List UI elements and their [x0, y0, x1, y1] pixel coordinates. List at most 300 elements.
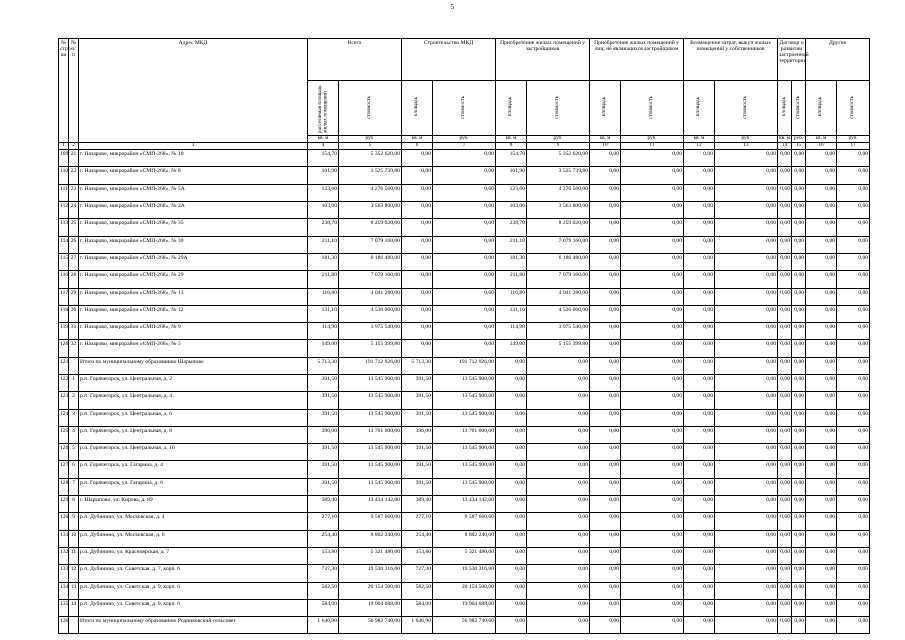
row-value: 0,00	[590, 219, 621, 236]
row-address: г. Назарово, микрорайон «СМП-268», № 35	[79, 219, 308, 236]
row-index: 127	[59, 461, 69, 478]
row-value: 0,00	[402, 184, 433, 201]
row-value: 0,00	[590, 565, 621, 582]
row-value: 0,00	[778, 236, 792, 253]
row-value: 0,00	[792, 426, 806, 443]
row-value: 0,00	[778, 461, 792, 478]
row-index: 128	[59, 478, 69, 495]
row-value: 0,00	[792, 184, 806, 201]
row-value: 0,00	[496, 617, 527, 634]
table-row	[59, 461, 870, 478]
row-value: 0,00	[715, 184, 778, 201]
row-index: 126	[59, 444, 69, 461]
row-value: 0,00	[402, 323, 433, 340]
header-subcolumn	[778, 81, 792, 136]
header-subcolumn-label: стоимость	[794, 95, 801, 119]
row-index: 132	[59, 547, 69, 564]
row-value: 211,80	[496, 271, 527, 288]
row-value: 0,00	[806, 288, 837, 305]
row-value: 0,00	[496, 547, 527, 564]
header-unit: руб.	[433, 136, 496, 143]
row-value: 0,00	[621, 340, 684, 357]
row-value: 0,00	[806, 305, 837, 322]
row-value: 0,00	[402, 271, 433, 288]
row-sub-index: 5	[69, 444, 79, 461]
row-value: 0,00	[715, 236, 778, 253]
row-value: 0,00	[837, 288, 870, 305]
header-unit: кв. м	[806, 136, 837, 143]
row-value: 0,00	[621, 323, 684, 340]
header-subcolumn	[496, 81, 527, 136]
table-row	[59, 271, 870, 288]
row-value: 0,00	[621, 496, 684, 513]
row-address: р.п. Горячегорск, ул. Гагарина, д. 4	[79, 461, 308, 478]
row-address: р.п. Горячегорск, ул. Центральная, д. 2	[79, 375, 308, 392]
row-value: 0,00	[715, 340, 778, 357]
row-value: 0,00	[778, 219, 792, 236]
row-value: 0,00	[527, 565, 590, 582]
header-subcolumn	[402, 81, 433, 136]
resettlement-table	[58, 38, 870, 634]
header-subcolumn	[339, 81, 402, 136]
header-group: Всего	[308, 39, 402, 81]
row-value: 181,30	[308, 253, 339, 270]
row-value: 0,00	[837, 530, 870, 547]
header-subcolumn	[308, 81, 339, 136]
row-value: 0,00	[837, 219, 870, 236]
row-value: 6 186 480,00	[339, 253, 402, 270]
row-value: 391,50	[308, 444, 339, 461]
row-value: 238,70	[496, 219, 527, 236]
row-value: 0,00	[402, 150, 433, 167]
row-sub-index: 21	[69, 150, 79, 167]
row-value: 0,00	[590, 530, 621, 547]
row-value: 0,00	[778, 426, 792, 443]
row-value: 0,00	[621, 461, 684, 478]
row-value: 13 434 142,00	[339, 496, 402, 513]
row-sub-index: 8	[69, 496, 79, 513]
row-address: г. Назарово, микрорайон «СМП-268», № 13	[79, 288, 308, 305]
row-value: 7 079 160,00	[527, 271, 590, 288]
row-value: 0,00	[792, 202, 806, 219]
table-row	[59, 305, 870, 322]
row-value: 0,00	[621, 513, 684, 530]
row-value: 584,00	[402, 599, 433, 616]
row-value: 0,00	[778, 599, 792, 616]
row-index: 112	[59, 202, 69, 219]
row-value: 5 713,30	[308, 357, 339, 374]
row-address: г. Назарово, микрорайон «СМП-268», № 8	[79, 167, 308, 184]
row-sub-index: 22	[69, 167, 79, 184]
row-value: 211,10	[308, 236, 339, 253]
row-value: 0,00	[806, 461, 837, 478]
row-value: 0,00	[684, 288, 715, 305]
table-row	[59, 253, 870, 270]
row-value: 0,00	[806, 426, 837, 443]
row-value: 0,00	[684, 530, 715, 547]
header-unit: руб.	[837, 136, 870, 143]
header-column-number: 8	[496, 143, 527, 150]
row-address: р.п. Горячегорск, ул. Гагарина, д. 6	[79, 478, 308, 495]
header-unit: кв. м	[496, 136, 527, 143]
row-value: 0,00	[837, 184, 870, 201]
row-index: 136	[59, 617, 69, 634]
row-value: 0,00	[806, 167, 837, 184]
row-value: 0,00	[684, 150, 715, 167]
header-column-number: 13	[715, 143, 778, 150]
row-value: 0,00	[792, 236, 806, 253]
row-value: 0,00	[792, 253, 806, 270]
row-value: 727,30	[308, 565, 339, 582]
header-unit: руб.	[715, 136, 778, 143]
row-value: 4 041 280,00	[339, 288, 402, 305]
header-column-number: 11	[621, 143, 684, 150]
row-value: 0,00	[684, 409, 715, 426]
row-value: 0,00	[590, 288, 621, 305]
row-value: 0,00	[684, 305, 715, 322]
header-subcolumn-label: стоимость	[554, 95, 561, 119]
row-value: 0,00	[792, 219, 806, 236]
row-address: Итого по муниципальному образованию Шарыпово	[79, 357, 308, 374]
row-index: 118	[59, 305, 69, 322]
row-value: 114,90	[496, 323, 527, 340]
table-row	[59, 530, 870, 547]
table-row	[59, 184, 870, 201]
row-value: 0,00	[590, 323, 621, 340]
row-value: 0,00	[837, 565, 870, 582]
row-value: 0,00	[621, 547, 684, 564]
row-value: 0,00	[778, 150, 792, 167]
row-value: 0,00	[684, 202, 715, 219]
row-value: 0,00	[402, 236, 433, 253]
row-value: 0,00	[715, 530, 778, 547]
row-address: р.п. Дубинино, ул. Красноярская, д. 7	[79, 547, 308, 564]
row-value: 13 545 900,00	[339, 392, 402, 409]
row-sub-index: 24	[69, 202, 79, 219]
row-value: 0,00	[684, 219, 715, 236]
table-row	[59, 565, 870, 582]
row-value: 0,00	[715, 426, 778, 443]
row-value: 7 079 160,00	[339, 271, 402, 288]
header-unit: кв. м	[684, 136, 715, 143]
header-column-number: 14	[778, 143, 792, 150]
row-index: 109	[59, 150, 69, 167]
row-address: г. Назарово, микрорайон «СМП-268», № 12	[79, 305, 308, 322]
row-value: 0,00	[806, 184, 837, 201]
row-value: 0,00	[806, 375, 837, 392]
header-subcolumn	[621, 81, 684, 136]
header-subcolumn-label: стоимость	[849, 95, 856, 119]
row-address: г. Назарово, микрорайон «СМП-268», № 29	[79, 271, 308, 288]
header-column-number: 16	[806, 143, 837, 150]
row-value: 0,00	[715, 478, 778, 495]
header-column-number: 17	[837, 143, 870, 150]
row-value: 0,00	[715, 375, 778, 392]
row-value: 0,00	[621, 253, 684, 270]
row-value: 3 525 739,80	[527, 167, 590, 184]
row-value: 0,00	[837, 547, 870, 564]
row-value: 0,00	[806, 236, 837, 253]
row-value: 0,00	[837, 340, 870, 357]
row-sub-index: 3	[69, 409, 79, 426]
table-row	[59, 582, 870, 599]
header-row-index: № стро-ки	[59, 39, 69, 143]
row-sub-index	[69, 617, 79, 634]
row-value: 0,00	[792, 271, 806, 288]
row-value: 0,00	[684, 357, 715, 374]
page-number: 5	[450, 3, 455, 11]
row-value: 0,00	[778, 392, 792, 409]
row-value: 8 259 020,00	[339, 219, 402, 236]
row-value: 0,00	[792, 582, 806, 599]
row-value: 0,00	[837, 253, 870, 270]
row-value: 0,00	[527, 496, 590, 513]
row-value: 191 712 026,00	[433, 357, 496, 374]
header-column-number: 12	[684, 143, 715, 150]
row-value: 191 712 026,00	[339, 357, 402, 374]
row-address: г. Назарово, микрорайон «СМП-268», № 10	[79, 150, 308, 167]
row-value: 13 434 142,00	[433, 496, 496, 513]
row-value: 0,00	[806, 340, 837, 357]
row-value: 0,00	[590, 444, 621, 461]
row-value: 0,00	[590, 496, 621, 513]
row-value: 0,00	[496, 357, 527, 374]
row-value: 131,10	[496, 305, 527, 322]
row-address: г. Назарово, микрорайон «СМП-268», № 5	[79, 340, 308, 357]
header-column-number: 9	[527, 143, 590, 150]
row-sub-index: 29	[69, 288, 79, 305]
row-value: 0,00	[778, 305, 792, 322]
row-value: 5 321 480,00	[339, 547, 402, 564]
row-value: 19 904 688,00	[339, 599, 402, 616]
row-value: 0,00	[621, 357, 684, 374]
header-subcolumn-label: площадь	[695, 97, 702, 117]
row-value: 391,50	[402, 461, 433, 478]
row-value: 0,00	[806, 357, 837, 374]
row-value: 0,00	[778, 340, 792, 357]
row-value: 0,00	[778, 530, 792, 547]
row-value: 0,00	[684, 392, 715, 409]
row-value: 13 545 900,00	[433, 444, 496, 461]
table-row	[59, 323, 870, 340]
row-value: 3 563 800,00	[527, 202, 590, 219]
row-value: 0,00	[621, 530, 684, 547]
row-value: 0,00	[527, 461, 590, 478]
row-value: 727,30	[402, 565, 433, 582]
row-value: 8 259 020,00	[527, 219, 590, 236]
row-value: 0,00	[792, 444, 806, 461]
header-unit: кв. м	[590, 136, 621, 143]
row-value: 0,00	[402, 219, 433, 236]
table-row	[59, 202, 870, 219]
row-value: 389,40	[308, 496, 339, 513]
row-value: 154,70	[308, 150, 339, 167]
row-value: 123,60	[308, 184, 339, 201]
row-value: 7 079 160,00	[339, 236, 402, 253]
table-row	[59, 478, 870, 495]
row-value: 0,00	[590, 357, 621, 374]
header-group: Строительство МКД	[402, 39, 496, 81]
row-value: 0,00	[792, 513, 806, 530]
row-value: 0,00	[402, 253, 433, 270]
row-value: 0,00	[792, 323, 806, 340]
row-value: 0,00	[590, 184, 621, 201]
row-address: г. Шарыпово, ул. Кирова, д. 89	[79, 496, 308, 513]
row-value: 0,00	[792, 357, 806, 374]
table-row	[59, 599, 870, 616]
row-value: 103,00	[308, 202, 339, 219]
row-sub-index: 4	[69, 426, 79, 443]
row-sub-index: 30	[69, 305, 79, 322]
row-value: 9 587 660,00	[339, 513, 402, 530]
row-value: 0,00	[792, 167, 806, 184]
row-value: 0,00	[715, 392, 778, 409]
row-value: 277,10	[402, 513, 433, 530]
header-group: Другие	[806, 39, 870, 81]
row-value: 0,00	[778, 547, 792, 564]
table-row	[59, 409, 870, 426]
row-value: 0,00	[792, 461, 806, 478]
row-value: 0,00	[684, 478, 715, 495]
row-value: 582,50	[402, 582, 433, 599]
row-value: 0,00	[806, 478, 837, 495]
row-value: 0,00	[715, 271, 778, 288]
row-value: 0,00	[621, 582, 684, 599]
header-subcolumn	[806, 81, 837, 136]
row-value: 0,00	[684, 547, 715, 564]
row-value: 0,00	[778, 513, 792, 530]
row-index: 129	[59, 496, 69, 513]
row-value: 0,00	[715, 547, 778, 564]
row-value: 391,50	[308, 461, 339, 478]
row-value: 7 079 160,00	[527, 236, 590, 253]
row-value: 0,00	[837, 305, 870, 322]
table-row	[59, 375, 870, 392]
row-value: 396,00	[308, 426, 339, 443]
row-value: 0,00	[806, 496, 837, 513]
row-value: 13 545 900,00	[339, 444, 402, 461]
row-value: 4 536 060,00	[527, 305, 590, 322]
row-value: 0,00	[837, 202, 870, 219]
header-group: Приобретение жилых помещений у лиц, не являющихся застройщиком	[590, 39, 684, 81]
row-value: 0,00	[496, 599, 527, 616]
row-value: 13 545 900,00	[339, 461, 402, 478]
row-value: 0,00	[433, 288, 496, 305]
row-value: 0,00	[792, 599, 806, 616]
row-value: 0,00	[621, 202, 684, 219]
row-value: 0,00	[806, 547, 837, 564]
row-address: р.п. Дубинино, ул. Советская, д. 7, корп. 6	[79, 565, 308, 582]
row-value: 0,00	[806, 565, 837, 582]
row-value: 4 041 280,00	[527, 288, 590, 305]
row-value: 0,00	[684, 184, 715, 201]
row-value: 149,00	[496, 340, 527, 357]
row-value: 0,00	[496, 513, 527, 530]
row-value: 0,00	[402, 305, 433, 322]
row-value: 211,10	[496, 236, 527, 253]
row-value: 0,00	[590, 599, 621, 616]
row-value: 0,00	[837, 513, 870, 530]
row-sub-index: 12	[69, 565, 79, 582]
row-index: 125	[59, 426, 69, 443]
row-value: 0,00	[837, 426, 870, 443]
row-value: 0,00	[402, 288, 433, 305]
row-value: 0,00	[792, 305, 806, 322]
row-value: 0,00	[590, 478, 621, 495]
row-value: 20 154 500,00	[433, 582, 496, 599]
row-address: р.п. Дубинино, ул. Советская, д. 9, корп. 6	[79, 582, 308, 599]
row-value: 0,00	[527, 375, 590, 392]
row-value: 0,00	[715, 323, 778, 340]
row-value: 582,50	[308, 582, 339, 599]
row-value: 131,10	[308, 305, 339, 322]
row-value: 0,00	[527, 426, 590, 443]
row-address: Итого по муниципальному образованию Родниковский сельсовет	[79, 617, 308, 634]
row-value: 254,40	[402, 530, 433, 547]
row-value: 116,80	[308, 288, 339, 305]
row-value: 0,00	[778, 582, 792, 599]
row-value: 0,00	[496, 565, 527, 582]
header-column-number: 5	[339, 143, 402, 150]
header-subcolumn	[792, 81, 806, 136]
row-value: 238,70	[308, 219, 339, 236]
row-value: 5 352 620,00	[527, 150, 590, 167]
row-value: 6 186 480,00	[527, 253, 590, 270]
table-row	[59, 167, 870, 184]
row-value: 20 154 500,00	[339, 582, 402, 599]
row-value: 391,50	[402, 392, 433, 409]
header-subcolumn	[715, 81, 778, 136]
row-sub-index	[69, 357, 79, 374]
row-value: 0,00	[837, 323, 870, 340]
header-column-number: 1	[59, 143, 69, 150]
row-value: 0,00	[684, 461, 715, 478]
row-value: 0,00	[837, 392, 870, 409]
row-value: 1 646,90	[308, 617, 339, 634]
row-value: 0,00	[778, 496, 792, 513]
row-value: 0,00	[496, 375, 527, 392]
row-value: 0,00	[496, 426, 527, 443]
row-value: 0,00	[778, 375, 792, 392]
row-value: 0,00	[527, 409, 590, 426]
row-value: 13 545 900,00	[339, 375, 402, 392]
row-value: 0,00	[792, 340, 806, 357]
header-subcolumn-label: стоимость	[742, 95, 749, 119]
row-value: 0,00	[621, 617, 684, 634]
header-subcolumn-label: площадь	[413, 97, 420, 117]
row-value: 391,50	[402, 478, 433, 495]
row-value: 0,00	[837, 409, 870, 426]
header-subcolumn-label: площадь	[817, 97, 824, 117]
row-value: 103,00	[496, 202, 527, 219]
table-row	[59, 496, 870, 513]
row-sub-index: 7	[69, 478, 79, 495]
row-index: 114	[59, 236, 69, 253]
row-value: 153,80	[402, 547, 433, 564]
row-value: 0,00	[621, 271, 684, 288]
row-value: 56 982 740,00	[339, 617, 402, 634]
row-value: 391,50	[308, 478, 339, 495]
row-value: 0,00	[590, 253, 621, 270]
row-value: 0,00	[621, 236, 684, 253]
row-value: 0,00	[621, 288, 684, 305]
row-value: 3 563 800,00	[339, 202, 402, 219]
row-value: 0,00	[792, 496, 806, 513]
row-sub-index: 6	[69, 461, 79, 478]
row-value: 0,00	[590, 340, 621, 357]
row-value: 0,00	[621, 392, 684, 409]
row-value: 0,00	[590, 547, 621, 564]
